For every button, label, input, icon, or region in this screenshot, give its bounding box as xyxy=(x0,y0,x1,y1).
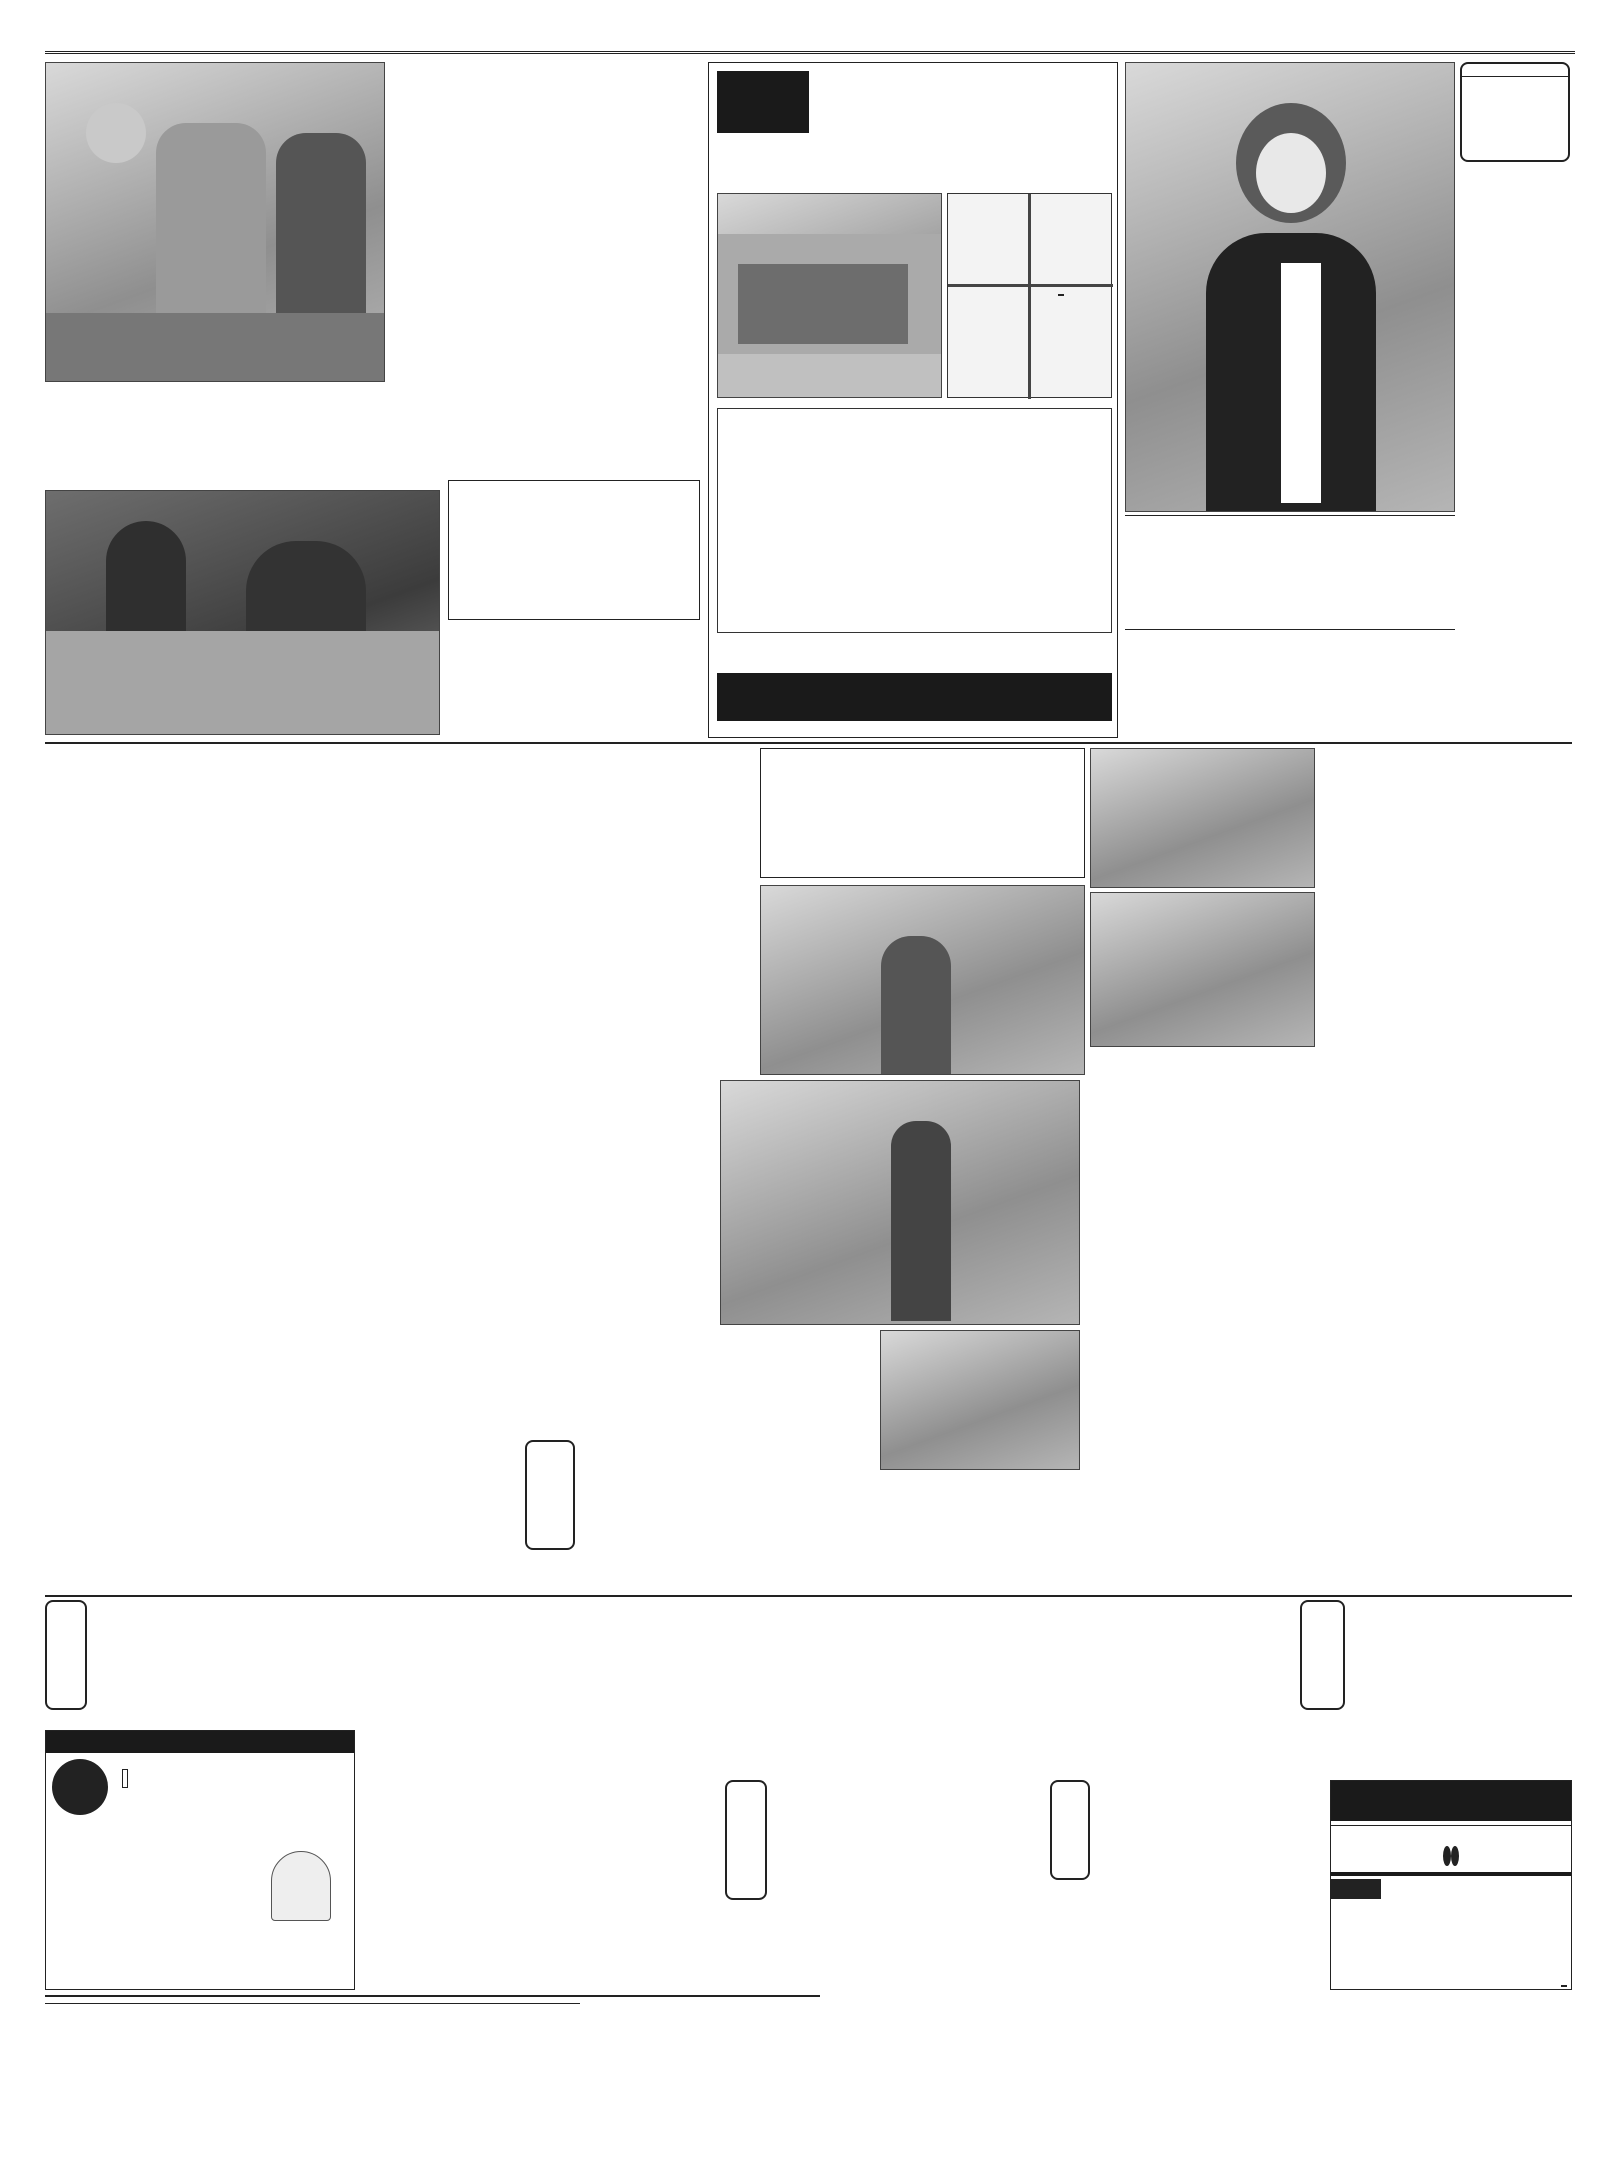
ako-headline-box xyxy=(448,480,700,620)
kaigo-headline-3 xyxy=(1455,1160,1485,1460)
budou-headline-1 xyxy=(1525,748,1571,1128)
kenshu-body-2 xyxy=(360,1925,730,1995)
kodai-headline-2 xyxy=(505,1140,545,1390)
hohoemi-badge xyxy=(1460,62,1570,162)
kodai-body xyxy=(45,1100,500,1440)
apoa-box xyxy=(717,408,1112,633)
person-illustration xyxy=(271,1851,331,1921)
apoa-ad xyxy=(708,62,1118,738)
soroban-headline-1 xyxy=(565,755,605,1115)
em-body xyxy=(390,62,540,392)
boatrace-ad xyxy=(1330,1780,1572,1990)
kaigo-body-2 xyxy=(1090,1055,1315,1575)
queen-body-1 xyxy=(1460,170,1518,530)
tenji-label xyxy=(525,1440,575,1550)
em-photo xyxy=(45,62,385,382)
oshirase-label xyxy=(45,1600,87,1710)
divider xyxy=(45,742,1572,744)
queen-photo xyxy=(1125,62,1455,512)
oshirase-body xyxy=(90,1600,360,1725)
boshu-label xyxy=(1050,1780,1090,1880)
budou-headline-2 xyxy=(1490,760,1520,880)
queen-headline xyxy=(1520,170,1570,530)
budou-headline-3 xyxy=(1475,880,1519,1120)
sumi-headline-box xyxy=(760,748,1085,878)
queen-sash xyxy=(1281,263,1321,503)
apoa-photo xyxy=(717,193,942,398)
sumi-body xyxy=(630,748,755,1098)
budou-body xyxy=(1320,748,1470,1048)
tenji-body xyxy=(45,1440,520,1590)
saiku-body-2 xyxy=(620,1475,1080,1590)
apoa-map xyxy=(947,193,1112,398)
ako-body xyxy=(448,625,700,735)
event-body xyxy=(1350,1600,1572,1772)
kaigo-headline-1 xyxy=(1525,1130,1571,1550)
em-headline-1 xyxy=(620,62,664,482)
divider xyxy=(45,1595,1572,1597)
soroban-headline-2 xyxy=(525,770,563,1090)
budou-photo-2 xyxy=(1090,892,1315,1047)
soroban-body xyxy=(45,748,520,1093)
tenji-body-2 xyxy=(580,1600,1300,1775)
ako-photo xyxy=(45,490,440,735)
kodai-tag xyxy=(595,1100,619,1230)
recruit-ad xyxy=(45,1730,355,1990)
boshu-body xyxy=(775,1780,1045,1920)
queen-body-2 xyxy=(1125,632,1570,740)
kaigo-headline-2 xyxy=(1488,1140,1522,1560)
queen-caption xyxy=(1125,515,1455,630)
album-ad xyxy=(45,2000,580,2150)
apoa-url xyxy=(717,673,1112,721)
kaigo-body xyxy=(1320,1055,1450,1555)
kenshu-label xyxy=(725,1780,767,1900)
saiku-body xyxy=(620,1080,715,1420)
apoa-logo xyxy=(717,71,809,133)
event-label xyxy=(1300,1600,1345,1710)
budou-photo xyxy=(1090,748,1315,888)
masthead xyxy=(45,28,1575,54)
event-body-2 xyxy=(1095,1780,1325,1920)
kodai-headline-1 xyxy=(550,1120,590,1370)
divider xyxy=(45,1995,820,1997)
kenshu-body xyxy=(360,1780,720,1920)
saiku-photo-2 xyxy=(880,1330,1080,1470)
saiku-photo-1 xyxy=(720,1080,1080,1325)
em-body-2 xyxy=(45,385,515,485)
em-headline-2 xyxy=(570,72,618,492)
sumi-photo xyxy=(760,885,1085,1075)
em-headline-3 xyxy=(520,82,568,502)
